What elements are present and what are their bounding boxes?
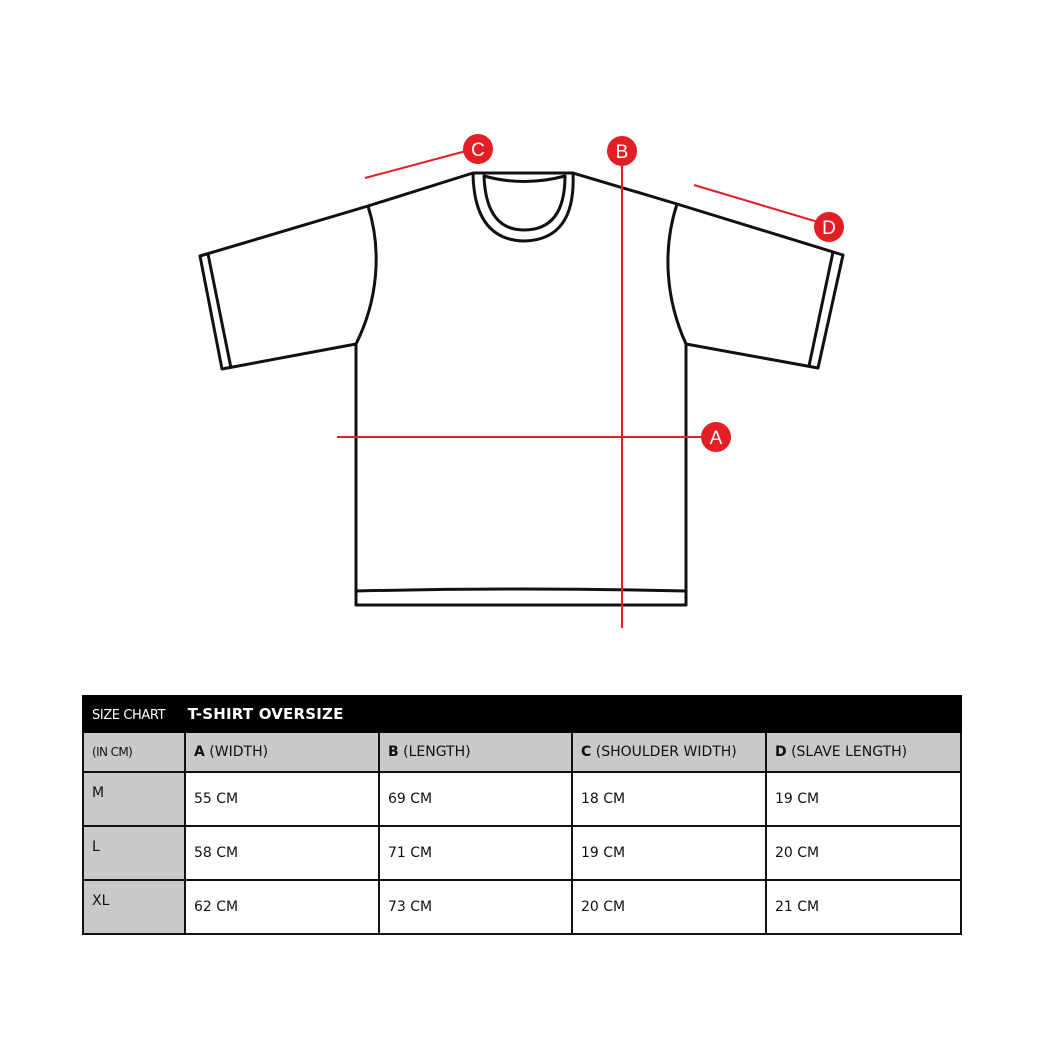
table-cell: 69 CM	[379, 772, 572, 826]
column-header-c	[572, 732, 766, 772]
marker-c	[463, 134, 493, 164]
marker-a-label: A	[709, 428, 723, 449]
size-chart-table	[82, 695, 962, 935]
table-cell: 19 CM	[572, 826, 766, 880]
marker-a	[701, 422, 731, 452]
marker-b	[607, 136, 637, 166]
table-cell: 21 CM	[766, 880, 961, 934]
table-row	[83, 880, 961, 934]
table-cell: 20 CM	[766, 826, 961, 880]
table-cell: 55 CM	[185, 772, 379, 826]
size-chart-header-cell	[83, 696, 961, 732]
collar-inner	[484, 176, 565, 230]
table-cell: 71 CM	[379, 826, 572, 880]
table-row	[83, 826, 961, 880]
column-name-c: (SHOULDER WIDTH)	[595, 744, 737, 760]
marker-d-label: D	[822, 218, 836, 239]
unit-label: (IN CM)	[92, 745, 133, 759]
column-name-d: (SLAVE LENGTH)	[791, 744, 908, 760]
table-row	[83, 772, 961, 826]
hem-band	[356, 589, 686, 591]
column-header-b	[379, 732, 572, 772]
column-header-a	[185, 732, 379, 772]
right-sleeve-seam	[668, 204, 686, 344]
column-letter-d: D	[775, 744, 787, 760]
size-chart-header	[83, 696, 961, 732]
tshirt-outline	[200, 173, 843, 605]
marker-b-label: B	[615, 142, 629, 163]
size-cell: L	[83, 826, 185, 880]
table-cell: 73 CM	[379, 880, 572, 934]
column-letter-a: A	[194, 744, 205, 760]
column-header-row	[83, 732, 961, 772]
size-cell: M	[83, 772, 185, 826]
unit-header	[83, 732, 185, 772]
tshirt-body	[200, 173, 843, 605]
column-letter-b: B	[388, 744, 399, 760]
table-cell: 62 CM	[185, 880, 379, 934]
measure-line-c	[365, 151, 466, 178]
table-cell: 19 CM	[766, 772, 961, 826]
table-cell: 20 CM	[572, 880, 766, 934]
table-cell: 58 CM	[185, 826, 379, 880]
measurement-lines	[337, 151, 818, 628]
size-chart-label: SIZE CHART	[92, 708, 166, 723]
table-cell: 18 CM	[572, 772, 766, 826]
column-letter-c: C	[581, 744, 592, 760]
column-name-b: (LENGTH)	[403, 744, 471, 760]
size-chart-title: T-SHIRT OVERSIZE	[187, 705, 344, 723]
column-name-a: (WIDTH)	[209, 744, 269, 760]
marker-c-label: C	[471, 140, 485, 161]
marker-d	[814, 212, 844, 242]
column-header-d	[766, 732, 961, 772]
size-cell: XL	[83, 880, 185, 934]
left-sleeve-seam	[356, 206, 376, 344]
